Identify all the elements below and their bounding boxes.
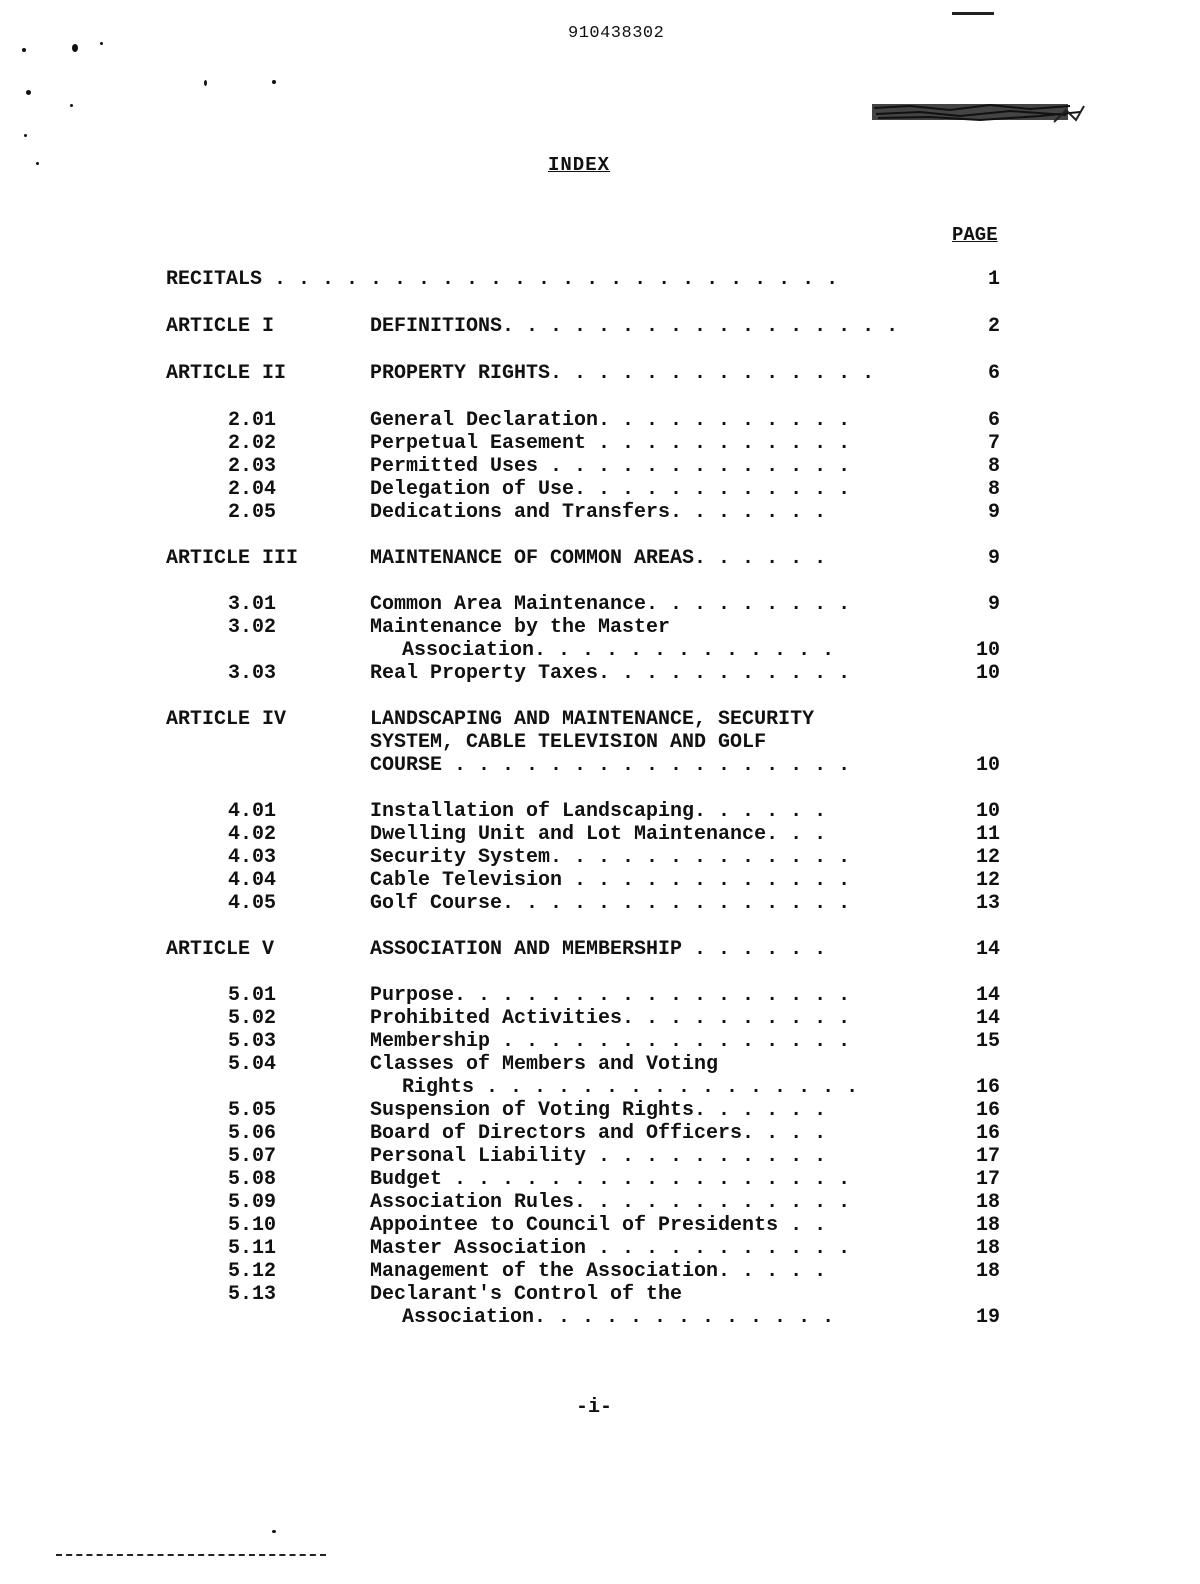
toc-page: 9 [987,547,1000,570]
toc-page: 15 [975,1030,1000,1053]
toc-row [0,708,1200,731]
toc-title: RECITALS . . . . . . . . . . . . . . . . . . . . . . . . [166,268,839,291]
toc-title: Board of Directors and Officers. . . . [370,1122,827,1145]
toc-title: Real Property Taxes. . . . . . . . . . . [370,662,851,685]
toc-section-number: 5.09 [228,1191,277,1214]
toc-article-label: ARTICLE V [166,938,275,961]
toc-section-number: 2.02 [228,432,277,455]
toc-page: 6 [987,409,1000,432]
toc-page: 10 [975,800,1000,823]
scan-speck [24,134,27,137]
toc-section-number: 2.04 [228,478,277,501]
toc-title: Prohibited Activities. . . . . . . . . . [370,1007,851,1030]
toc-row [0,1007,1200,1030]
toc-title: Common Area Maintenance. . . . . . . . . [370,593,851,616]
toc-page: 2 [987,315,1000,338]
toc-section-number: 5.08 [228,1168,277,1191]
toc-section-number: 2.05 [228,501,277,524]
scan-speck [70,104,73,107]
toc-title: Membership . . . . . . . . . . . . . . . [370,1030,851,1053]
toc-row [0,938,1200,961]
document-number: 910438302 [568,24,665,43]
toc-section-number: 5.12 [228,1260,277,1283]
toc-page: 9 [987,501,1000,524]
toc-row [0,1076,1200,1099]
toc-title: Management of the Association. . . . . [370,1260,827,1283]
toc-title: Permitted Uses . . . . . . . . . . . . . [370,455,851,478]
toc-page: 18 [975,1191,1000,1214]
toc-row [0,984,1200,1007]
toc-section-number: 5.03 [228,1030,277,1053]
toc-page: 18 [975,1214,1000,1237]
toc-section-number: 2.03 [228,455,277,478]
toc-section-number: 5.06 [228,1122,277,1145]
toc-row [0,593,1200,616]
toc-article-label: ARTICLE III [166,547,299,570]
toc-page: 12 [975,846,1000,869]
toc-row [0,1168,1200,1191]
toc-row [0,432,1200,455]
toc-section-number: 2.01 [228,409,277,432]
toc-row [0,1030,1200,1053]
toc-row [0,731,1200,754]
toc-title: DEFINITIONS. . . . . . . . . . . . . . . . . [370,315,899,338]
toc-row [0,1306,1200,1329]
toc-section-number: 5.13 [228,1283,277,1306]
toc-page: 1 [987,268,1000,291]
toc-row [0,1053,1200,1076]
toc-title: Association Rules. . . . . . . . . . . . [370,1191,851,1214]
toc-title: MAINTENANCE OF COMMON AREAS. . . . . . [370,547,827,570]
toc-page: 10 [975,662,1000,685]
toc-title-line-2: Rights . . . . . . . . . . . . . . . . [402,1076,859,1099]
toc-title: Purpose. . . . . . . . . . . . . . . . . [370,984,851,1007]
toc-title: ASSOCIATION AND MEMBERSHIP . . . . . . [370,938,827,961]
toc-title: Installation of Landscaping. . . . . . [370,800,827,823]
page-column-header: PAGE [952,224,998,246]
scan-speck [72,44,78,52]
toc-title-line-1: Declarant's Control of the [370,1283,683,1306]
toc-title: Cable Television . . . . . . . . . . . . [370,869,851,892]
toc-row [0,268,1200,291]
toc-row [0,662,1200,685]
toc-page: 18 [975,1237,1000,1260]
scan-speck [36,162,39,165]
toc-row [0,501,1200,524]
toc-page: 16 [975,1099,1000,1122]
toc-page: 10 [975,639,1000,662]
toc-title: Budget . . . . . . . . . . . . . . . . . [370,1168,851,1191]
toc-page: 12 [975,869,1000,892]
toc-title: General Declaration. . . . . . . . . . . [370,409,851,432]
top-rule [952,12,994,15]
toc-title: Personal Liability . . . . . . . . . . [370,1145,827,1168]
toc-page: 14 [975,984,1000,1007]
toc-row [0,892,1200,915]
toc-page: 14 [975,1007,1000,1030]
toc-section-number: 5.10 [228,1214,277,1237]
toc-row [0,1237,1200,1260]
toc-page: 16 [975,1076,1000,1099]
toc-row [0,1260,1200,1283]
toc-title-line-1: Classes of Members and Voting [370,1053,719,1076]
toc-page: 7 [987,432,1000,455]
toc-title: Suspension of Voting Rights. . . . . . [370,1099,827,1122]
toc-section-number: 5.02 [228,1007,277,1030]
toc-row [0,846,1200,869]
toc-title: Dedications and Transfers. . . . . . . [370,501,827,524]
page-number-marker: -i- [576,1396,613,1419]
toc-page: 11 [975,823,1000,846]
toc-title: Appointee to Council of Presidents . . [370,1214,827,1237]
toc-title: Golf Course. . . . . . . . . . . . . . . [370,892,851,915]
toc-row [0,823,1200,846]
toc-title: Master Association . . . . . . . . . . . [370,1237,851,1260]
toc-title-line-2: Association. . . . . . . . . . . . . [402,1306,835,1329]
toc-section-number: 4.01 [228,800,277,823]
page-title: INDEX [548,154,611,176]
toc-page: 6 [987,362,1000,385]
toc-page: 8 [987,455,1000,478]
table-of-contents [0,268,1200,1329]
toc-page: 16 [975,1122,1000,1145]
toc-row [0,800,1200,823]
toc-section-number: 4.04 [228,869,277,892]
toc-article-label: ARTICLE I [166,315,275,338]
bottom-rule [56,1554,326,1558]
toc-row [0,1214,1200,1237]
scan-speck [204,80,207,86]
redaction-mark [870,100,1086,128]
toc-row [0,639,1200,662]
toc-title: Security System. . . . . . . . . . . . . [370,846,851,869]
scan-speck [272,1530,276,1533]
toc-row [0,409,1200,432]
toc-page: 18 [975,1260,1000,1283]
toc-row [0,362,1200,385]
toc-page: 8 [987,478,1000,501]
toc-title-line-2: SYSTEM, CABLE TELEVISION AND GOLF [370,731,767,754]
toc-page: 13 [975,892,1000,915]
toc-section-number: 3.03 [228,662,277,685]
toc-page: 10 [975,754,1000,777]
toc-title: Delegation of Use. . . . . . . . . . . . [370,478,851,501]
toc-row [0,1122,1200,1145]
toc-title: Dwelling Unit and Lot Maintenance. . . [370,823,827,846]
toc-row [0,869,1200,892]
toc-section-number: 5.04 [228,1053,277,1076]
toc-row [0,1099,1200,1122]
toc-row [0,754,1200,777]
toc-section-number: 5.07 [228,1145,277,1168]
toc-section-number: 3.02 [228,616,277,639]
toc-section-number: 4.05 [228,892,277,915]
toc-row [0,1145,1200,1168]
toc-title: Perpetual Easement . . . . . . . . . . . [370,432,851,455]
scan-speck [22,48,26,52]
toc-row [0,1191,1200,1214]
toc-row [0,1283,1200,1306]
toc-article-label: ARTICLE IV [166,708,287,731]
toc-title-line-1: Maintenance by the Master [370,616,671,639]
toc-page: 19 [975,1306,1000,1329]
toc-page: 17 [975,1145,1000,1168]
toc-row [0,455,1200,478]
toc-section-number: 5.01 [228,984,277,1007]
toc-title-line-2: Association. . . . . . . . . . . . . [402,639,835,662]
toc-page: 14 [975,938,1000,961]
scan-speck [100,42,103,45]
toc-section-number: 5.05 [228,1099,277,1122]
toc-section-number: 5.11 [228,1237,277,1260]
toc-title-line-1: LANDSCAPING AND MAINTENANCE, SECURITY [370,708,815,731]
toc-page: 17 [975,1168,1000,1191]
toc-section-number: 4.02 [228,823,277,846]
toc-row [0,547,1200,570]
toc-row [0,315,1200,338]
toc-page: 9 [987,593,1000,616]
toc-article-label: ARTICLE II [166,362,287,385]
toc-section-number: 3.01 [228,593,277,616]
toc-row [0,616,1200,639]
scan-speck [26,90,31,95]
toc-title-line-3: COURSE . . . . . . . . . . . . . . . . . [370,754,851,777]
toc-section-number: 4.03 [228,846,277,869]
scan-speck [272,80,276,84]
toc-row [0,478,1200,501]
toc-title: PROPERTY RIGHTS. . . . . . . . . . . . . . [370,362,875,385]
